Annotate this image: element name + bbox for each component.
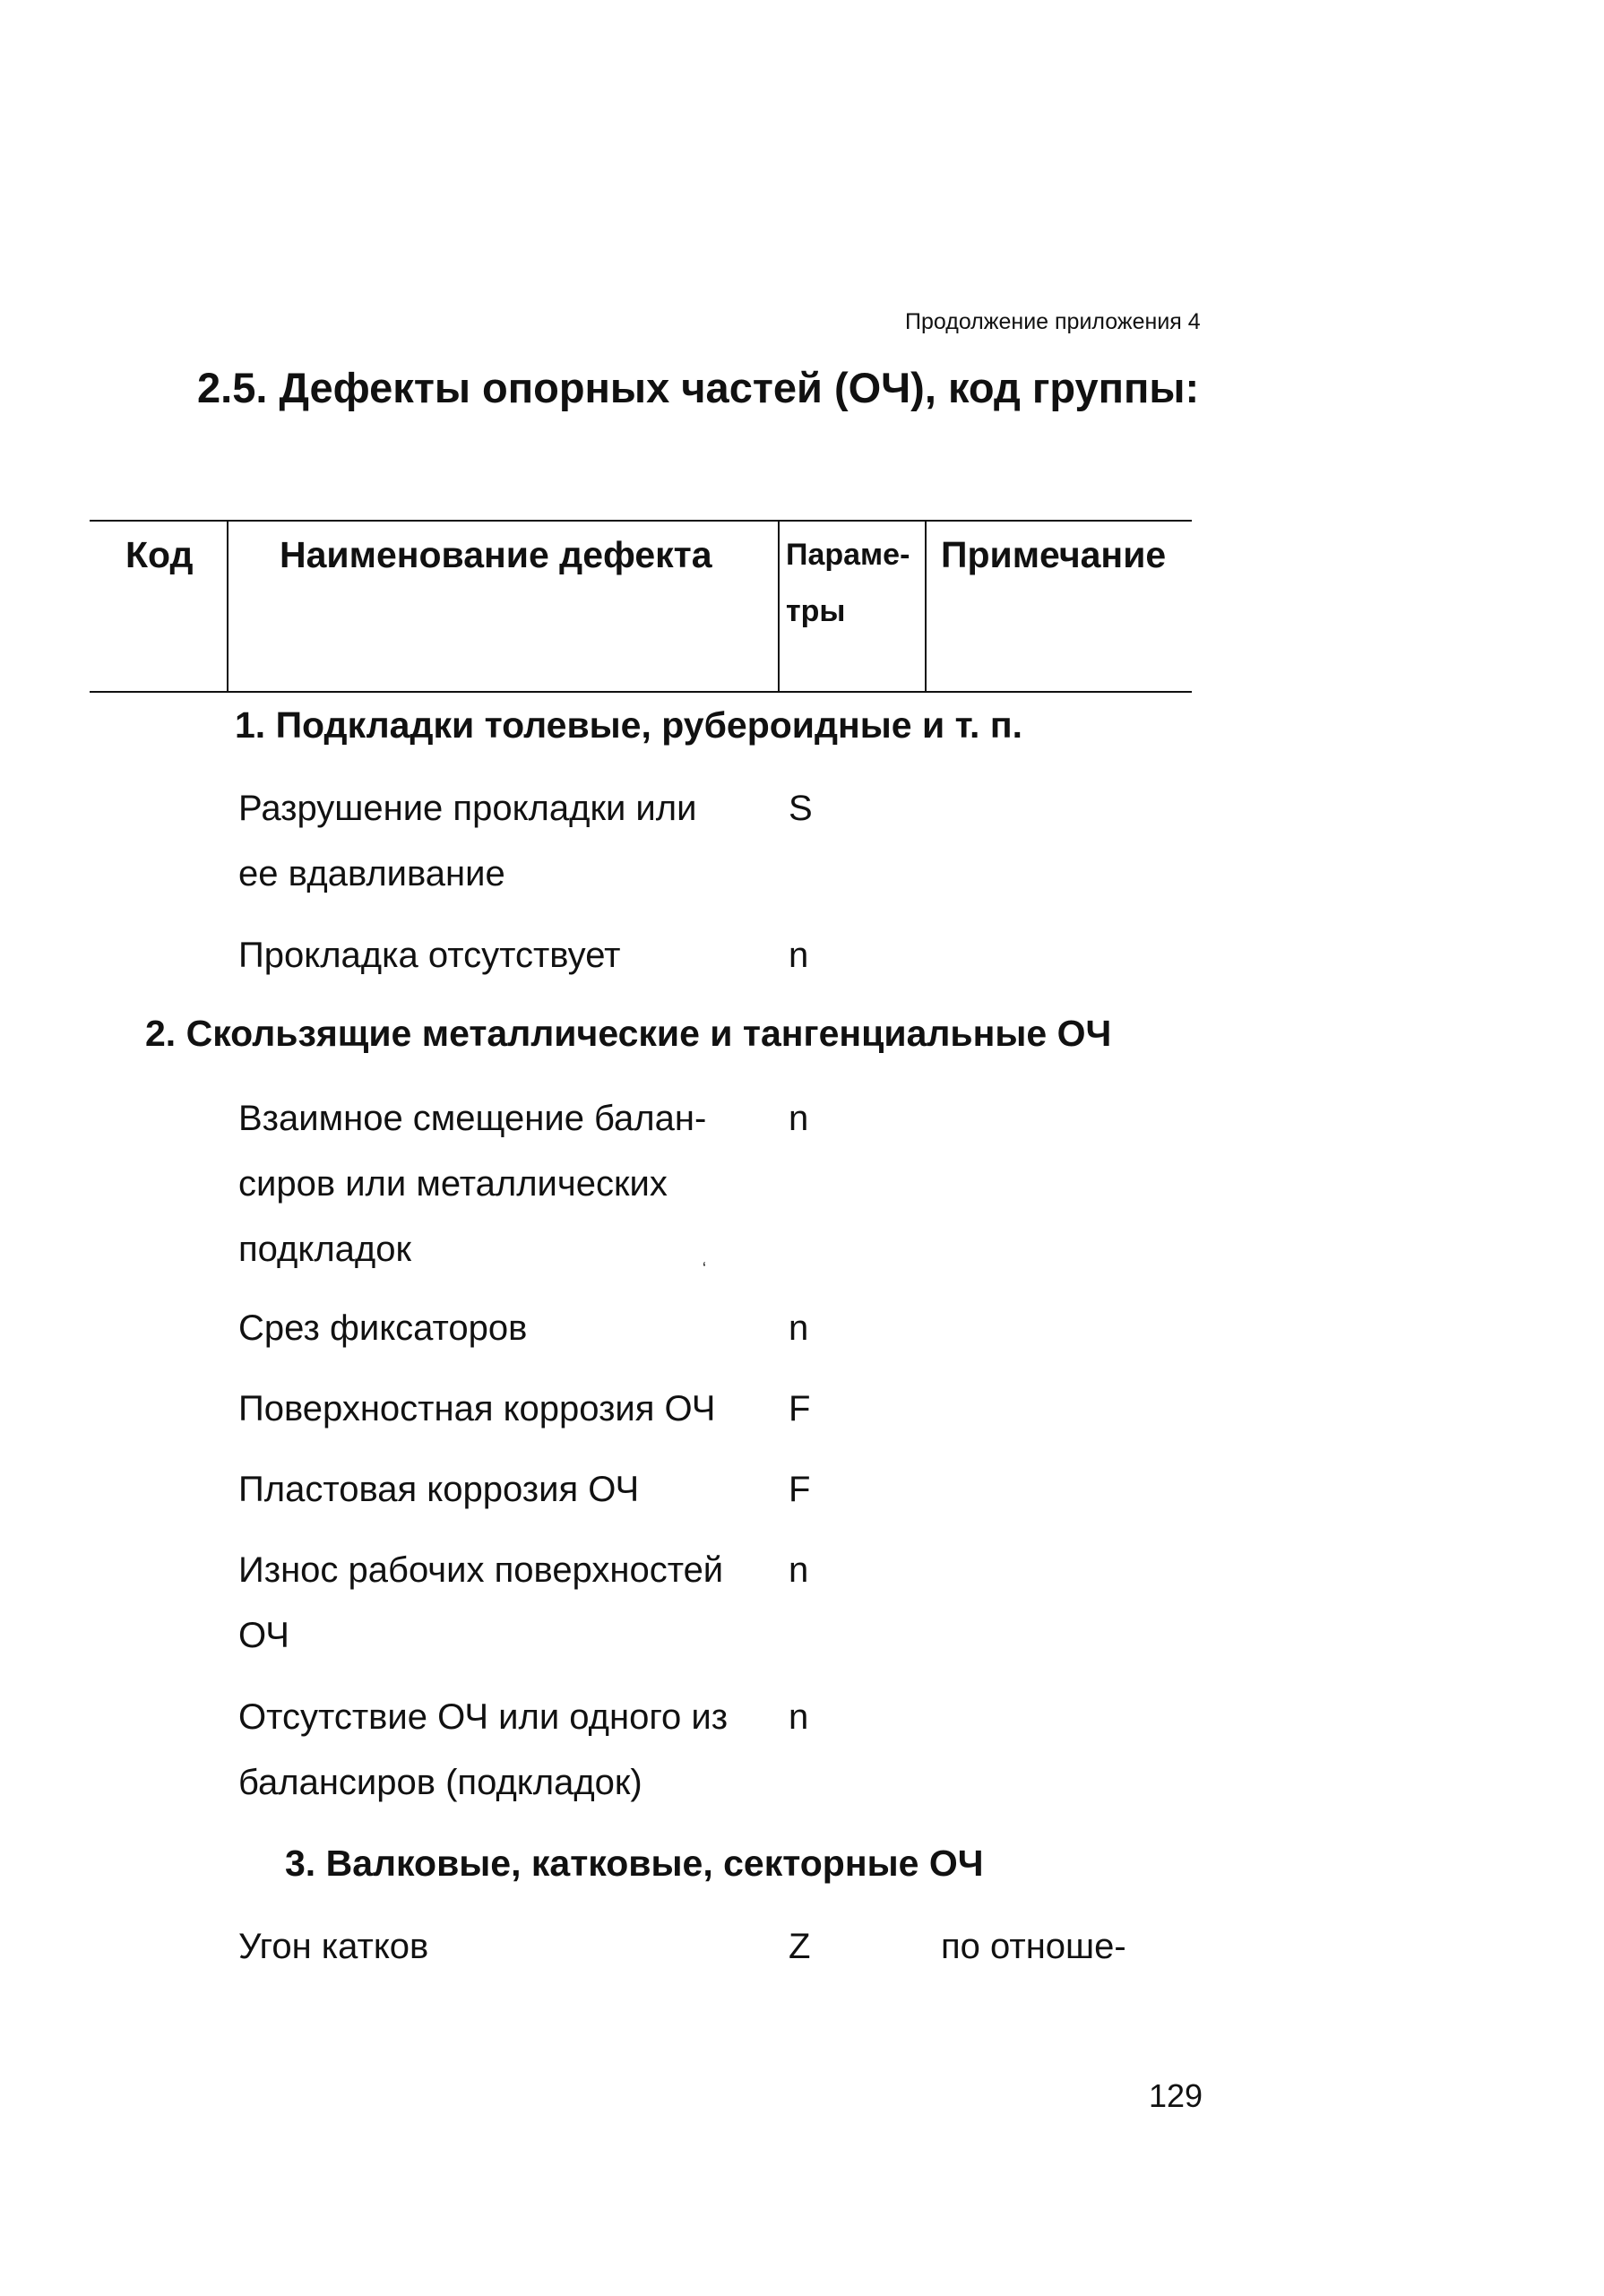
defect-name-line: Угон катков — [238, 1927, 429, 1966]
section-title: 1. Подкладки толевые, рубероидные и т. п. — [235, 704, 1022, 746]
defect-param: n — [789, 1697, 809, 1737]
table-header-bottom-rule — [90, 691, 1192, 693]
section-title: 3. Валковые, катковые, секторные ОЧ — [285, 1843, 984, 1884]
defect-name-line: подкладок — [238, 1230, 411, 1269]
defect-param: n — [789, 1099, 809, 1138]
defect-name-line: ее вдавливание — [238, 854, 505, 893]
column-header-params-line2: тры — [786, 594, 846, 628]
column-divider-3 — [925, 520, 927, 693]
column-divider-1 — [227, 520, 229, 693]
defect-param: n — [789, 1308, 809, 1348]
continuation-note: Продолжение приложения 4 — [905, 309, 1201, 334]
defect-name-line: Отсутствие ОЧ или одного из — [238, 1697, 729, 1737]
defect-name — [238, 1685, 728, 1816]
table-top-rule — [90, 520, 1192, 522]
column-header-note: Примечание — [941, 534, 1167, 575]
column-header-name: Наименование дефекта — [280, 534, 712, 575]
defect-name — [238, 1296, 527, 1361]
defect-name-line: сиров или металлических — [238, 1164, 668, 1204]
section-title: 2. Скользящие металлические и тангенциальные ОЧ — [145, 1013, 1112, 1054]
defect-param: Z — [789, 1927, 811, 1966]
defect-name — [238, 776, 696, 907]
page-number: 129 — [1149, 2077, 1203, 2114]
defect-name-line: Срез фиксаторов — [238, 1308, 528, 1348]
defect-param: S — [789, 789, 813, 828]
defect-name — [238, 1457, 639, 1523]
defect-name — [238, 1914, 428, 1980]
defect-name-line: Износ рабочих поверхностей — [238, 1550, 724, 1590]
defect-param: F — [789, 1470, 811, 1509]
defect-name-line: балансиров (подкладок) — [238, 1763, 642, 1802]
defect-name — [238, 1377, 715, 1442]
defect-param: F — [789, 1389, 811, 1429]
defect-name — [238, 1086, 706, 1282]
defect-name — [238, 1538, 723, 1669]
page-title: 2.5. Дефекты опорных частей (ОЧ), код группы: — [197, 364, 1200, 411]
defect-name-line: ОЧ — [238, 1616, 289, 1655]
defect-name — [238, 923, 620, 988]
column-header-params-line1: Параме- — [786, 538, 910, 572]
defect-param: n — [789, 1550, 809, 1590]
defect-name-line: Пластовая коррозия ОЧ — [238, 1470, 640, 1509]
defect-note: по отноше- — [941, 1927, 1126, 1966]
column-header-code: Код — [125, 534, 194, 575]
defect-name-line: Разрушение прокладки или — [238, 789, 697, 828]
column-divider-2 — [778, 520, 780, 693]
defect-param: n — [789, 936, 809, 975]
defect-name-line: Поверхностная коррозия ОЧ — [238, 1389, 716, 1429]
stray-mark: ʻ — [703, 1260, 706, 1278]
defect-name-line: Взаимное смещение балан- — [238, 1099, 707, 1138]
defect-name-line: Прокладка отсутствует — [238, 936, 621, 975]
